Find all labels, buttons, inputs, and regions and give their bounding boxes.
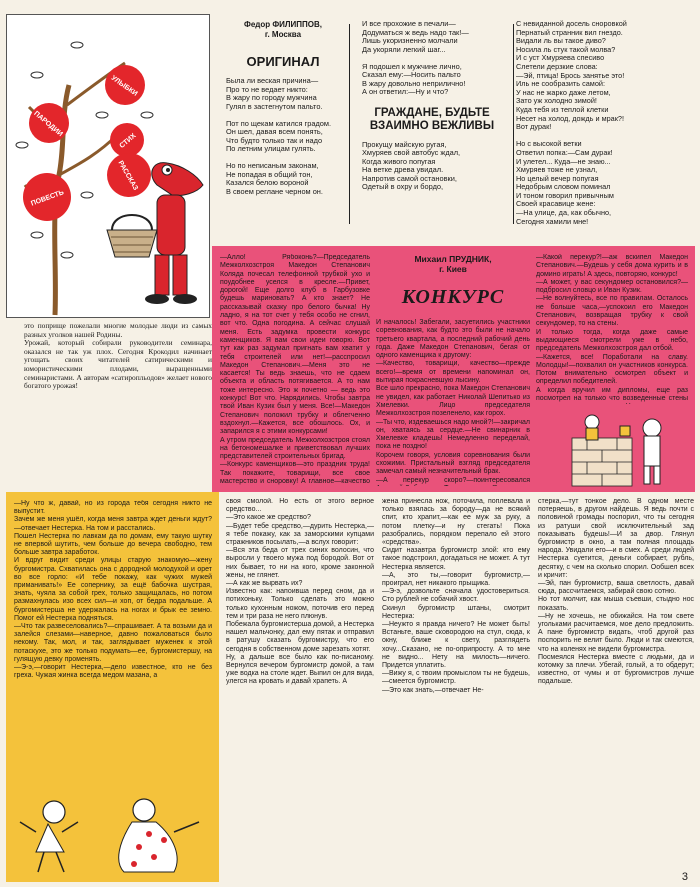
story-column-2-text: своя смолой. Но есть от этого верное средство... —Это какое же средство? —Будет тебе средство,—дурить Нестерка,—я тебе покажу, как за заморскими купцами стражников посылать,—а вслух говорит: —Вся эта беда от трех синих волосин, что выросли у твоего мужа под бородой. Вот от них бывает, то ни на кого, кроме законной жены, не глянет. —А как же вырвать их? Известно как: напоивша перед сном, да и потихоньку. Только сделать это можно только кухонным ножом, поточив его перед тем и три раза не него плюнув. Побежала бургомистерша домой, а Нестерка нашел мальчонку, дал ему пятак и отправил в ратушу сказать бургомистру, что его сегодня в собственном доме зарезать хотят. Ну, а дальше все было как по-писаному. Вернулся вечером бургомистр домой, а там уже водка на столе ждет. Выпил он для вида, улегся на кровать и давай храпеть. А (226, 498, 374, 686)
apple-ulybki (105, 65, 145, 105)
woman-figure (119, 799, 199, 872)
page-number: 3 (681, 871, 688, 883)
bricklayers-illustration (552, 408, 688, 488)
konkurs-left-text: —Алло! Рябоконь?—Председатель Межколхозстроя Македон Степанович Коляда почесал телефонной трубкой ухо и поудобнее уселся в кресле.—Привет, дорогой! Еще долго клуб в Гарбузовке будешь мариновать? А кто знает? Не рассказывай сказку про белого бычка! Ну ладно, я на тот счет у тебя особо не сгнил, вот что. Одна погодина. А сейчас слушай меня. Есть задумка провести конкурс каменщиков. Я вам свои идеи говорю. Вот тут как раз задумал пригнать вам хватит у тебя строителей или нет!—расспросил Македон Степанович.—Меня это не касается! Ты ведь знаешь, что не сдаем объекта и область потягивается. А то нам тоже интересно. Это ж почетно — ведь это конкурс! Вот что. Нарядились. Чтобы завтра твой Иван Кузик был у меня. Все!—Македон Степанович положил трубку и облегченно вздохнул.—Кажется, все обошлось. Ох, и запарился я с этими конкурсами! А утром председатель Межколхозстроя стоял на бетономешалке и приветствовал лучших представителей строительных бригад. —Конкурс каменщиков—это праздник труда! Так покажите, товарищи, все свое мастерство и сноровку! А главное—качество (220, 254, 370, 486)
tree-illustration (7, 15, 209, 317)
konkurs-title: КОНКУРС (401, 286, 505, 308)
illustration-caption: это поприще пожелали многие молодые люди из самых разных уголков нашей Родины. Урожай, который собирали руководители семинара, оказался не так уж плох. Сегодня Крокодил начинает угощать своих читателей сатирическими и юмористическими плодами, выращенными семинаристами. А авторам «сатиропльодов» желает нового богатого урожая! (24, 322, 212, 391)
apple-rasskaz (107, 153, 151, 197)
poem-column-2 (352, 20, 512, 244)
dancers-illustration (14, 792, 214, 876)
svg-text:ПОВЕСТЬ: ПОВЕСТЬ (30, 189, 65, 208)
apple-stikh (110, 123, 144, 157)
svg-text:РАССКАЗ: РАССКАЗ (116, 159, 139, 192)
illustration-box (6, 14, 210, 318)
story-column-4-text: стерка,—тут тонкое дело. В одном месте потеряешь, в другом найдешь. Я ведь почти с половиной громады поспорил, что ты сегодня из ратуши свой исключительный зад показывать будешь!—И за двор. Глянул бургомистр в окно, а там полная площадь народа. Увидали его—и в смех. А среди людей Нестерка суетится, деньги собирает, рубль, десятку, с чем на сколько спорил. Ообшел всех и кричит: —Эй, пан бургомистр, ваша светлость, давай сюда, рассчитаемся, забирай свою сотню. Но тот молчит, как мыша съевши, стыдно нос показать. —Ну не хочешь, не обижайся. На том свете угольками расчитаемся, мое дело предложить. А пане бургомистр видать, чтоб другой раз поспорить не велит было. Люди и так смеются, что на коленях не видели бургомистра. Посмеялся Нестерка вместе с людьми, да и котомку за плечи. Убегай, голый, а то обдерут; известно, от чумы и от бургомистров лучше подальше. (538, 498, 694, 686)
story-column-3-text: жена принесла нож, поточила, поплевала и только взялась за бороду—да не всякий спит, кто храпит,—как ее муж за руку, а потом плетку—и ну стегать! Пока разобрались, порядком перепало ей этого «средства». Сидит назавтра бургомистр злой: кто ему такое подстроил, догадаться не может. А тут Нестерка является. —А, это ты,—говорит бургомистр,—проиграл, нет никакого прыщика. —Э-э, дозвольте сначала удостовериться. Сто рублей не собачий хвост. Скинул бургомистр штаны, смотрит Нестерка: —Неужто я правда ничего? Не может быть! Встаньте, ваше сковородою на стул, сюда, к окну, ближе к свету, разглядеть хочу...Сказано, не по-оприпросту. А то мне не видно... Нету на милость—ничего. Придется уплатить. —Вижу я, с твоим промыслом ты не будешь,—смеется бургомистр. —Это как знать,—отвечает Не- (382, 498, 530, 694)
story-column-3 (382, 498, 530, 882)
poem-column-1 (218, 20, 348, 244)
poem-text: Была ли веская причина— Про то не ведает никто: В жару по городу мужчина Гулял в застегнутом пальто. Пот по щекам катился градом. Он шел, давая всем понять, Что будто только так и надо По летним улицам гулять. Но по неписаным законам, Не попадая в общий тон, Казался белою вороной В своем реглане черном он. (226, 76, 332, 196)
story-column-1 (14, 500, 212, 790)
svg-text:СТИХ: СТИХ (118, 132, 138, 150)
konkurs-author: Михаил ПРУДНИК, г. Киев (414, 254, 492, 274)
konkurs-right-column (536, 254, 688, 404)
svg-text:ПАРОДИИ: ПАРОДИИ (32, 110, 64, 139)
man-figure (20, 801, 78, 872)
column-divider (349, 24, 350, 224)
svg-text:УЛЫБКИ: УЛЫБКИ (109, 74, 139, 98)
apple-povest (23, 173, 71, 221)
poem-text: Прокущу майскую ругая, Хмуряев свой автобус ждал, Когда живого попугая На ветке древа увидал. Напротив самой остановки, Одетый в охру и бордо, (362, 139, 461, 191)
basket-icon (107, 215, 157, 257)
poem-text: С невиданной досель сноровкой Пернатый странник вил гнездо. Видали ль вы такое диво? Носила ль стук такой молва? И с уст Хмуряева спесиво Слетели дерзкие слова: —Эй, птица! Брось занятье это! Иль не сообразить самой: У нас не жарко даже летом, Зато уж холодно зимой! Куда тебя из теплой клетки Несет на холод, дождь и мрак?! Вот дурак! Но с высокой ветки Ответил попка:—Сам дурак! И улетел... Куда—не знаю... Хмуряев тоже не узнал, Но целый вечер попугая Недобрым словом поминал И тоном говорил привычным Своей красавице жене: —На улице, да, как обычно, Сегодня хамили мне! (516, 20, 627, 226)
column-divider (513, 24, 514, 224)
konkurs-middle-column (376, 254, 530, 486)
story-column-1-text: —Ну что ж, давай, но из города тебя сегодня никто не выпустит. Зачем же меня ушёл, когда меня завтра ждет деньги ждут?—отвечает Нестерка. На том и расстались. Пошел Нестерка по лавкам да по домам, ему такую шутку не впервой шутить, чем больше до вечера свободно, тем больше завтра заработок. И вдруг видит среди улицы старую знакомую—жену бургомистра. Схватилась она с дородной молодухой и орет во все горло: «И тебе покажу, как чужих мужей приманивать!» Ее сопернику, за ещё бабочка шустрая, знать, чуяла за собой грех, только защищалась, но потом размахнулась изо всех сил—и хоп, от бедра подальше. А бургомистерша не удержалась на ногах и брык ее земно. Помог ей Нестерка подняться. —Что так развеселовались?—спрашивает. А та возьми да и залейся слезами—наверное, давно пожаловаться было некому. Так, мол, и так, заглядывает муженек к этой потаскухе, это же только подумать—ее, бургомистершу, на гулящую девку променять. —Э-э,—говорит Нестерка,—дело известное, кто не без греха. Чужая жинка всегда медом мазана, а (14, 500, 212, 680)
story-column-4 (538, 498, 694, 868)
poem-text: И все прохожие в печали— Додуматься ж ведь надо так!— Лишь укоризненно молчали Да укоряли легкий шаг... Я подошел к мужчине лично, Сказал ему:—Носить пальто В жару довольно неприлично! А он ответил:—Ну и что? (362, 20, 469, 96)
konkurs-right-text: —Какой перекур?!—аж вскипел Македон Степанович.—Будешь у себя дома курить и в домино играть! А здесь, повторяю, конкурс! —А может, у вас секундомер остановился?—подбросил словцо и Иван Кузик. —Не волнуйтесь, все по правилам. Осталось не больше часа,—успокоил его Македон Степанович, возвращая трубку к свой секундомер, то на стены. И только тогда, когда даже самые выдающиеся смотрели уже в небо, председатель Межколхозстроя дал отбой. —Кажется, все! Поработали на славу. Молодцы!—похвалил он участников конкурса. Потом внимательно осмотрел объект и определил победителей. А когда вручил им дипломы, еще раз посмотрел на только что возведенные стены (536, 254, 688, 403)
poem-column-3 (516, 20, 694, 244)
poem-title-original: ОРИГИНАЛ (246, 54, 320, 69)
konkurs-middle-text: И началось! Забегали, засуетились участники соревнования, как будто это были не начало третьего квартала, а последний рабочий день года. Даже Македон Степанович, бегая от одного каменщика к другому: —Качество, товарищи, качество—прежде всего!—время от времени напоминал он, вытирая покрасневшую лысину. Все шло прекрасно, пока Македон Степанович не увидел, как работает Николай Шепитько из Хмелевки. Лицо председателя Межколхозстроя позеленело, как горох. —Ты что, издеваешься надо мной?!—закричал он, хватаясь за сердце.—Не свинарник в Хмелевке кладешь! Немедленно переделай, пока не поздно! Корочем говоря, условия соревнования были схожими. Пристальный взгляд председателя замечал самый незначительный брак. —А перекур скоро?—поинтересовался (376, 319, 530, 484)
poem-author: Федор ФИЛИППОВ, г. Москва (243, 20, 322, 39)
poem-title-vezhlivy: ГРАЖДАНЕ, БУДЬТЕ ВЗАИМНО ВЕЖЛИВЫ (369, 106, 495, 132)
konkurs-left-column (220, 254, 370, 486)
story-column-2 (226, 498, 374, 882)
apple-parodii (29, 103, 69, 143)
konkurs-panel (212, 246, 695, 492)
brick-wall (572, 438, 632, 486)
story-yellow-panel (6, 492, 219, 882)
